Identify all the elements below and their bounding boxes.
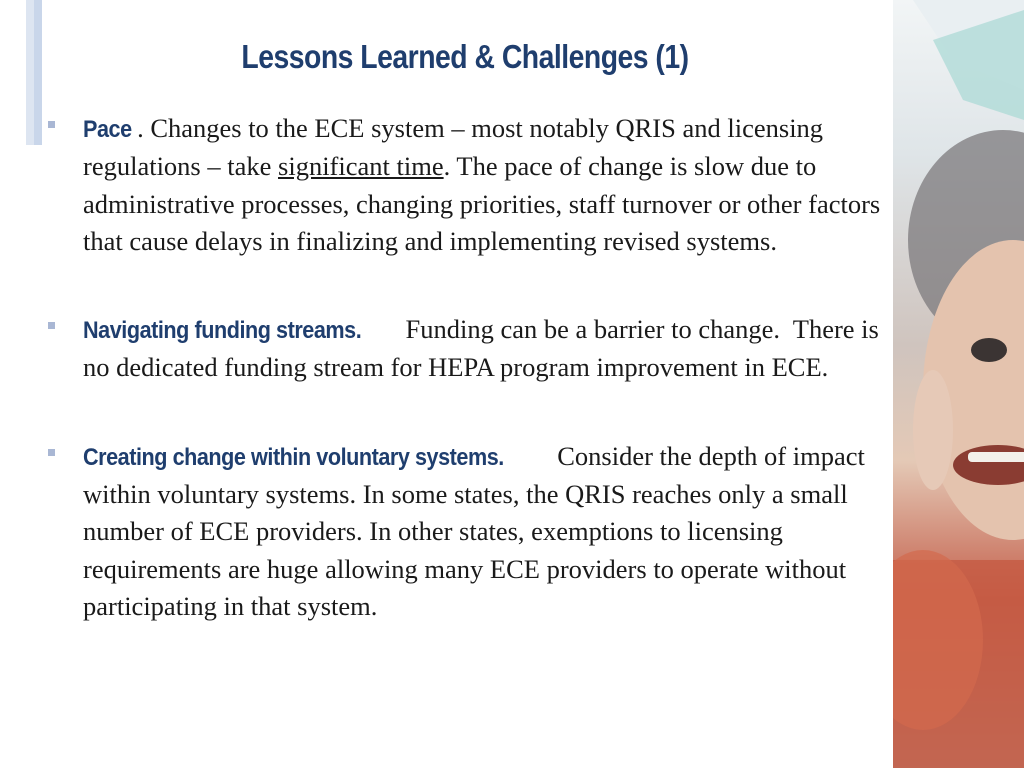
bullet-pace <box>44 110 884 260</box>
bullet-funding-streams <box>44 311 884 387</box>
child-photo-illustration <box>893 0 1024 768</box>
square-bullet-icon <box>48 121 55 128</box>
bullet-text: . The pace of change is slow due to administrative processes, changing priorities, staff turnover or other factors that cause delays in finalizing and implementing revised systems. <box>83 151 881 256</box>
bullet-underlined-text: significant time <box>278 151 444 182</box>
slide-title: Lessons Learned & Challenges (1) <box>241 38 689 75</box>
square-bullet-icon <box>48 322 55 329</box>
bullet-lead: Pace <box>83 116 132 143</box>
bullet-text: Funding can be a barrier to change. There is no dedicated funding stream for HEPA program improvement in ECE. <box>83 314 886 383</box>
square-bullet-icon <box>48 449 55 456</box>
bullet-voluntary-systems <box>44 438 884 625</box>
bullet-text: Consider the depth of impact within voluntary systems. In some states, the QRIS reaches only a small number of ECE providers. In other states, exemptions to licensing requirements are huge allowing many ECE providers to operate without participating in that system. <box>83 440 865 621</box>
child-photo <box>893 0 1024 768</box>
accent-bar <box>26 0 42 145</box>
accent-bar-highlight <box>26 0 34 145</box>
bullet-text: . Changes to the ECE system – most notably QRIS and licensing regulations – take <box>83 113 824 182</box>
bullet-body <box>83 110 884 260</box>
bullet-lead: Creating change within voluntary systems. <box>83 443 504 471</box>
bullet-body <box>83 438 884 625</box>
bullet-body <box>83 311 884 387</box>
bullet-list <box>44 110 884 676</box>
bullet-lead: Navigating funding streams. <box>83 317 362 345</box>
